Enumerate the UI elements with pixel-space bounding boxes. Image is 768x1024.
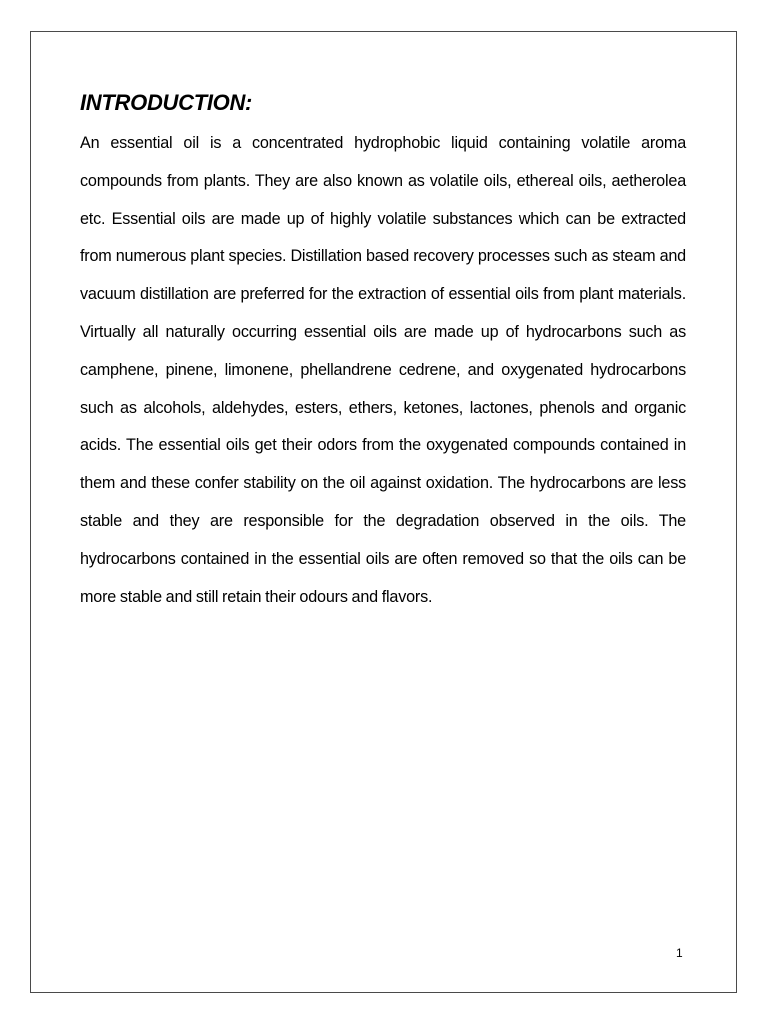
introduction-paragraph: An essential oil is a concentrated hydrophobic liquid containing volatile aroma compounds from plants. They are also known as volatile oils, ethereal oils, aetherolea etc. Essential oils are made up of highly volatile substances which can be extracted from numerous plant species. Distillation based recovery processes such as steam and vacuum distillation are preferred for the extraction of essential oils from plant materials. Virtually all naturally occurring essential oils are made up of hydrocarbons such as camphene, pinene, limonene, phellandrene cedrene, and oxygenated hydrocarbons such as alcohols, aldehydes, esters, ethers, ketones, lactones, phenols and organic acids. The essential oils get their odors from the oxygenated compounds contained in them and these confer stability on the oil against oxidation. The hydrocarbons are less stable and they are responsible for the degradation observed in the oils. The hydrocarbons contained in the essential oils are often removed so that the oils can be more stable and still retain their odours and flavors. [80,134,686,606]
section-heading: INTRODUCTION: [80,90,253,115]
page-number: 1 [676,946,683,960]
